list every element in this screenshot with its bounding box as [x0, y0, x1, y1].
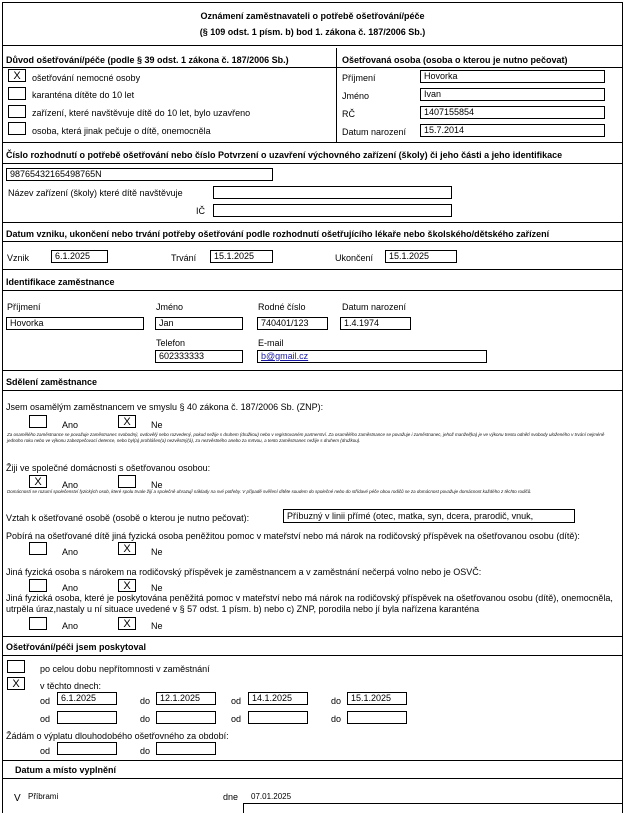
range1-from-label: od [40, 696, 51, 706]
cared-name-field[interactable]: Ivan [420, 88, 605, 101]
q6-text: Jiná fyzická osoba, které je poskytována peněžitá pomoc v mateřství nebo má nárok na rodičovský příspěvek na ošetřovanou osobu (dítě), onemocněla, utrpěla úraz,nastaly u ní situace uvedené v § 57 odst. 1 písm. b) nebo c) ZNP, porodila nebo jí byla nařízena karanténa [6, 593, 613, 614]
q2-yes-checkbox[interactable]: X [29, 475, 47, 488]
range3-to-label: do [140, 714, 151, 724]
form-title: Oznámení zaměstnavateli o potřebě ošetřování/péče [200, 11, 425, 21]
lasts-label: Trvání [171, 253, 197, 263]
q6-no-label: Ne [151, 621, 163, 631]
range1-to-label: do [140, 696, 151, 706]
cared-surname-field[interactable]: Hovorka [420, 70, 605, 83]
range4-to-label: do [331, 714, 342, 724]
employee-name-field[interactable]: Jan [155, 317, 243, 330]
long-from-field[interactable] [57, 742, 117, 755]
q5-no-label: Ne [151, 583, 163, 593]
employee-name-label: Jméno [156, 302, 184, 312]
care-whole-label: po celou dobu nepřítomnosti v zaměstnání [40, 664, 210, 674]
care-whole-checkbox[interactable] [7, 660, 25, 673]
q5-yes-checkbox[interactable] [29, 579, 47, 592]
long-to-field[interactable] [156, 742, 216, 755]
reason-checkbox-sick[interactable]: X [8, 69, 26, 82]
q2-note: Domácností se rozumí společenství fyzických osob, které spolu trvale žijí a společně uhrazují náklady na své potřeby. V případě svěření dítěte soudem do společné nebo do střídavé péče obou rodičů se za domácnost považuje domácnost každého z těchto rodičů. [7, 489, 532, 494]
q1-yes-label: Ano [62, 420, 79, 430]
q2-text: Žiji ve společné domácnosti s ošetřovanou osobou: [6, 463, 211, 473]
employee-email-link[interactable]: b@gmail.cz [261, 351, 309, 361]
q2-no-label: Ne [151, 480, 163, 490]
lasts-date-field[interactable]: 15.1.2025 [210, 250, 273, 263]
employee-email-label: E-mail [258, 338, 284, 348]
date-value: 07.01.2025 [251, 792, 292, 801]
range4-to-field[interactable] [347, 711, 407, 724]
cared-person-heading: Ošetřovaná osoba (osoba o kterou je nutno pečovat) [342, 55, 568, 65]
reason-heading: Důvod ošetřování/péče (podle § 39 odst. 1 zákona č. 187/2006 Sb.) [6, 55, 289, 65]
reason-label-sick: ošetřování nemocné osoby [32, 73, 141, 83]
range4-from-field[interactable] [248, 711, 308, 724]
statement-heading: Sdělení zaměstnance [6, 377, 98, 387]
long-to-label: do [140, 746, 151, 756]
q5-yes-label: Ano [62, 583, 79, 593]
end-date-field[interactable]: 15.1.2025 [385, 250, 457, 263]
q1-no-checkbox[interactable]: X [118, 415, 136, 428]
place-in-label: V [14, 793, 21, 804]
range1-to-field[interactable]: 12.1.2025 [156, 692, 216, 705]
q6-no-checkbox[interactable]: X [118, 617, 136, 630]
range4-from-label: od [231, 714, 242, 724]
employee-heading: Identifikace zaměstnance [6, 277, 115, 287]
q4-yes-label: Ano [62, 547, 79, 557]
employee-surname-field[interactable]: Hovorka [6, 317, 144, 330]
range1-from-field[interactable]: 6.1.2025 [57, 692, 117, 705]
range2-from-field[interactable]: 14.1.2025 [248, 692, 308, 705]
employee-rc-field[interactable]: 740401/123 [257, 317, 328, 330]
q1-yes-checkbox[interactable] [29, 415, 47, 428]
cared-rc-label: RČ [342, 109, 355, 119]
q4-no-checkbox[interactable]: X [118, 542, 136, 555]
decision-number-field[interactable]: 98765432165498765N [6, 168, 273, 181]
q4-no-label: Ne [151, 547, 163, 557]
q6-yes-label: Ano [62, 621, 79, 631]
place-value: Příbrami [28, 792, 59, 801]
long-from-label: od [40, 746, 51, 756]
employee-surname-label: Příjmení [7, 302, 41, 312]
ic-label: IČ [196, 206, 205, 216]
employee-dob-label: Datum narození [342, 302, 407, 312]
employee-phone-label: Telefon [156, 338, 186, 348]
q4-yes-checkbox[interactable] [29, 542, 47, 555]
q5-text: Jiná fyzická osoba s nárokem na rodičovský příspěvek je zaměstnancem a v zaměstnání nečerpá volno nebo je OSVČ: [6, 567, 482, 577]
range2-from-label: od [231, 696, 242, 706]
q2-yes-label: Ano [62, 480, 79, 490]
start-label: Vznik [7, 253, 30, 263]
q3-text: Vztah k ošetřované osobě (osobě o kterou je nutno pečovat): [6, 513, 250, 523]
cared-dob-field[interactable]: 15.7.2014 [420, 124, 605, 137]
range3-from-field[interactable] [57, 711, 117, 724]
employee-phone-field[interactable]: 602333333 [155, 350, 243, 363]
relationship-field[interactable]: Příbuzný v linii přímé (otec, matka, syn, dcera, prarodič, vnuk, [283, 509, 575, 523]
ic-field[interactable] [213, 204, 452, 217]
start-date-field[interactable]: 6.1.2025 [51, 250, 108, 263]
form-subtitle: (§ 109 odst. 1 písm. b) bod 1. zákona č. 187/2006 Sb.) [199, 27, 426, 37]
q4-text: Pobírá na ošetřované dítě jiná fyzická osoba peněžitou pomoc v mateřství nebo má nárok na rodičovský příspěvek na ošetřovanou osobu (dítě): [6, 531, 580, 541]
employee-dob-field[interactable]: 1.4.1974 [340, 317, 411, 330]
range3-to-field[interactable] [156, 711, 216, 724]
range2-to-label: do [331, 696, 342, 706]
q1-note: Za osamělého zaměstnance se považuje zaměstnanec svobodný, ovdovělý nebo rozvedený, pokud nežije s druhem (družkou) nebo v registrovaném partnerství. Za osamělého zaměstnance se považuje i zaměstnanec, jehož manžel(ka) je ve výkonu trestu odnětí svobody uloženého v trvání nejméně jednoho roku nebo ve výkonu zabezpečovací detence, nebo byl(a) prohlášen(a) nezvěstný(á), za nezvěstného anebo za mrtvou, a tento zaměstnanec nežije s druhem (družkou). [7, 432, 605, 443]
cared-dob-label: Datum narození [342, 127, 407, 137]
cared-name-label: Jméno [342, 91, 370, 101]
q1-text: Jsem osamělým zaměstnancem ve smyslu § 40 zákona č. 187/2006 Sb. (ZNP): [6, 402, 324, 412]
employee-rc-label: Rodné číslo [258, 302, 306, 312]
date-label: dne [223, 792, 239, 802]
cared-surname-label: Příjmení [342, 73, 376, 83]
cared-rc-field[interactable]: 1407155854 [420, 106, 605, 119]
facility-label: Název zařízení (školy) které dítě navštěvuje [8, 188, 183, 198]
range2-to-field[interactable]: 15.1.2025 [347, 692, 407, 705]
reason-checkbox-caregiver-ill[interactable] [8, 122, 26, 135]
care-heading: Ošetřování/péči jsem poskytoval [6, 642, 147, 652]
care-days-checkbox[interactable]: X [7, 677, 25, 690]
decision-heading: Číslo rozhodnutí o potřebě ošetřování nebo číslo Potvrzení o uzavření výchovného zařízení (školy) či jeho části a jeho identifikace [6, 150, 563, 160]
q1-no-label: Ne [151, 420, 163, 430]
q5-no-checkbox[interactable]: X [118, 579, 136, 592]
end-label: Ukončení [335, 253, 374, 263]
reason-label-closed: zařízení, které navštěvuje dítě do 10 let, bylo uzavřeno [32, 108, 251, 118]
q6-yes-checkbox[interactable] [29, 617, 47, 630]
duration-heading: Datum vzniku, ukončení nebo trvání potřeby ošetřování podle rozhodnutí ošetřujícího lékaře nebo školského/dětského zařízení [6, 229, 550, 239]
range3-from-label: od [40, 714, 51, 724]
care-days-label: v těchto dnech: [40, 681, 102, 691]
footer-heading: Datum a místo vyplnění [15, 765, 117, 775]
reason-label-caregiver-ill: osoba, která jinak pečuje o dítě, onemocněla [32, 126, 211, 136]
employee-email-field[interactable] [257, 350, 487, 363]
q2-no-checkbox[interactable] [118, 475, 136, 488]
facility-field[interactable] [213, 186, 452, 199]
signature-box[interactable] [243, 803, 623, 813]
long-care-label: Žádám o výplatu dlouhodobého ošetřovného za období: [6, 731, 229, 741]
reason-checkbox-closed[interactable] [8, 105, 26, 118]
reason-label-quarantine: karanténa dítěte do 10 let [32, 90, 135, 100]
reason-checkbox-quarantine[interactable] [8, 87, 26, 100]
